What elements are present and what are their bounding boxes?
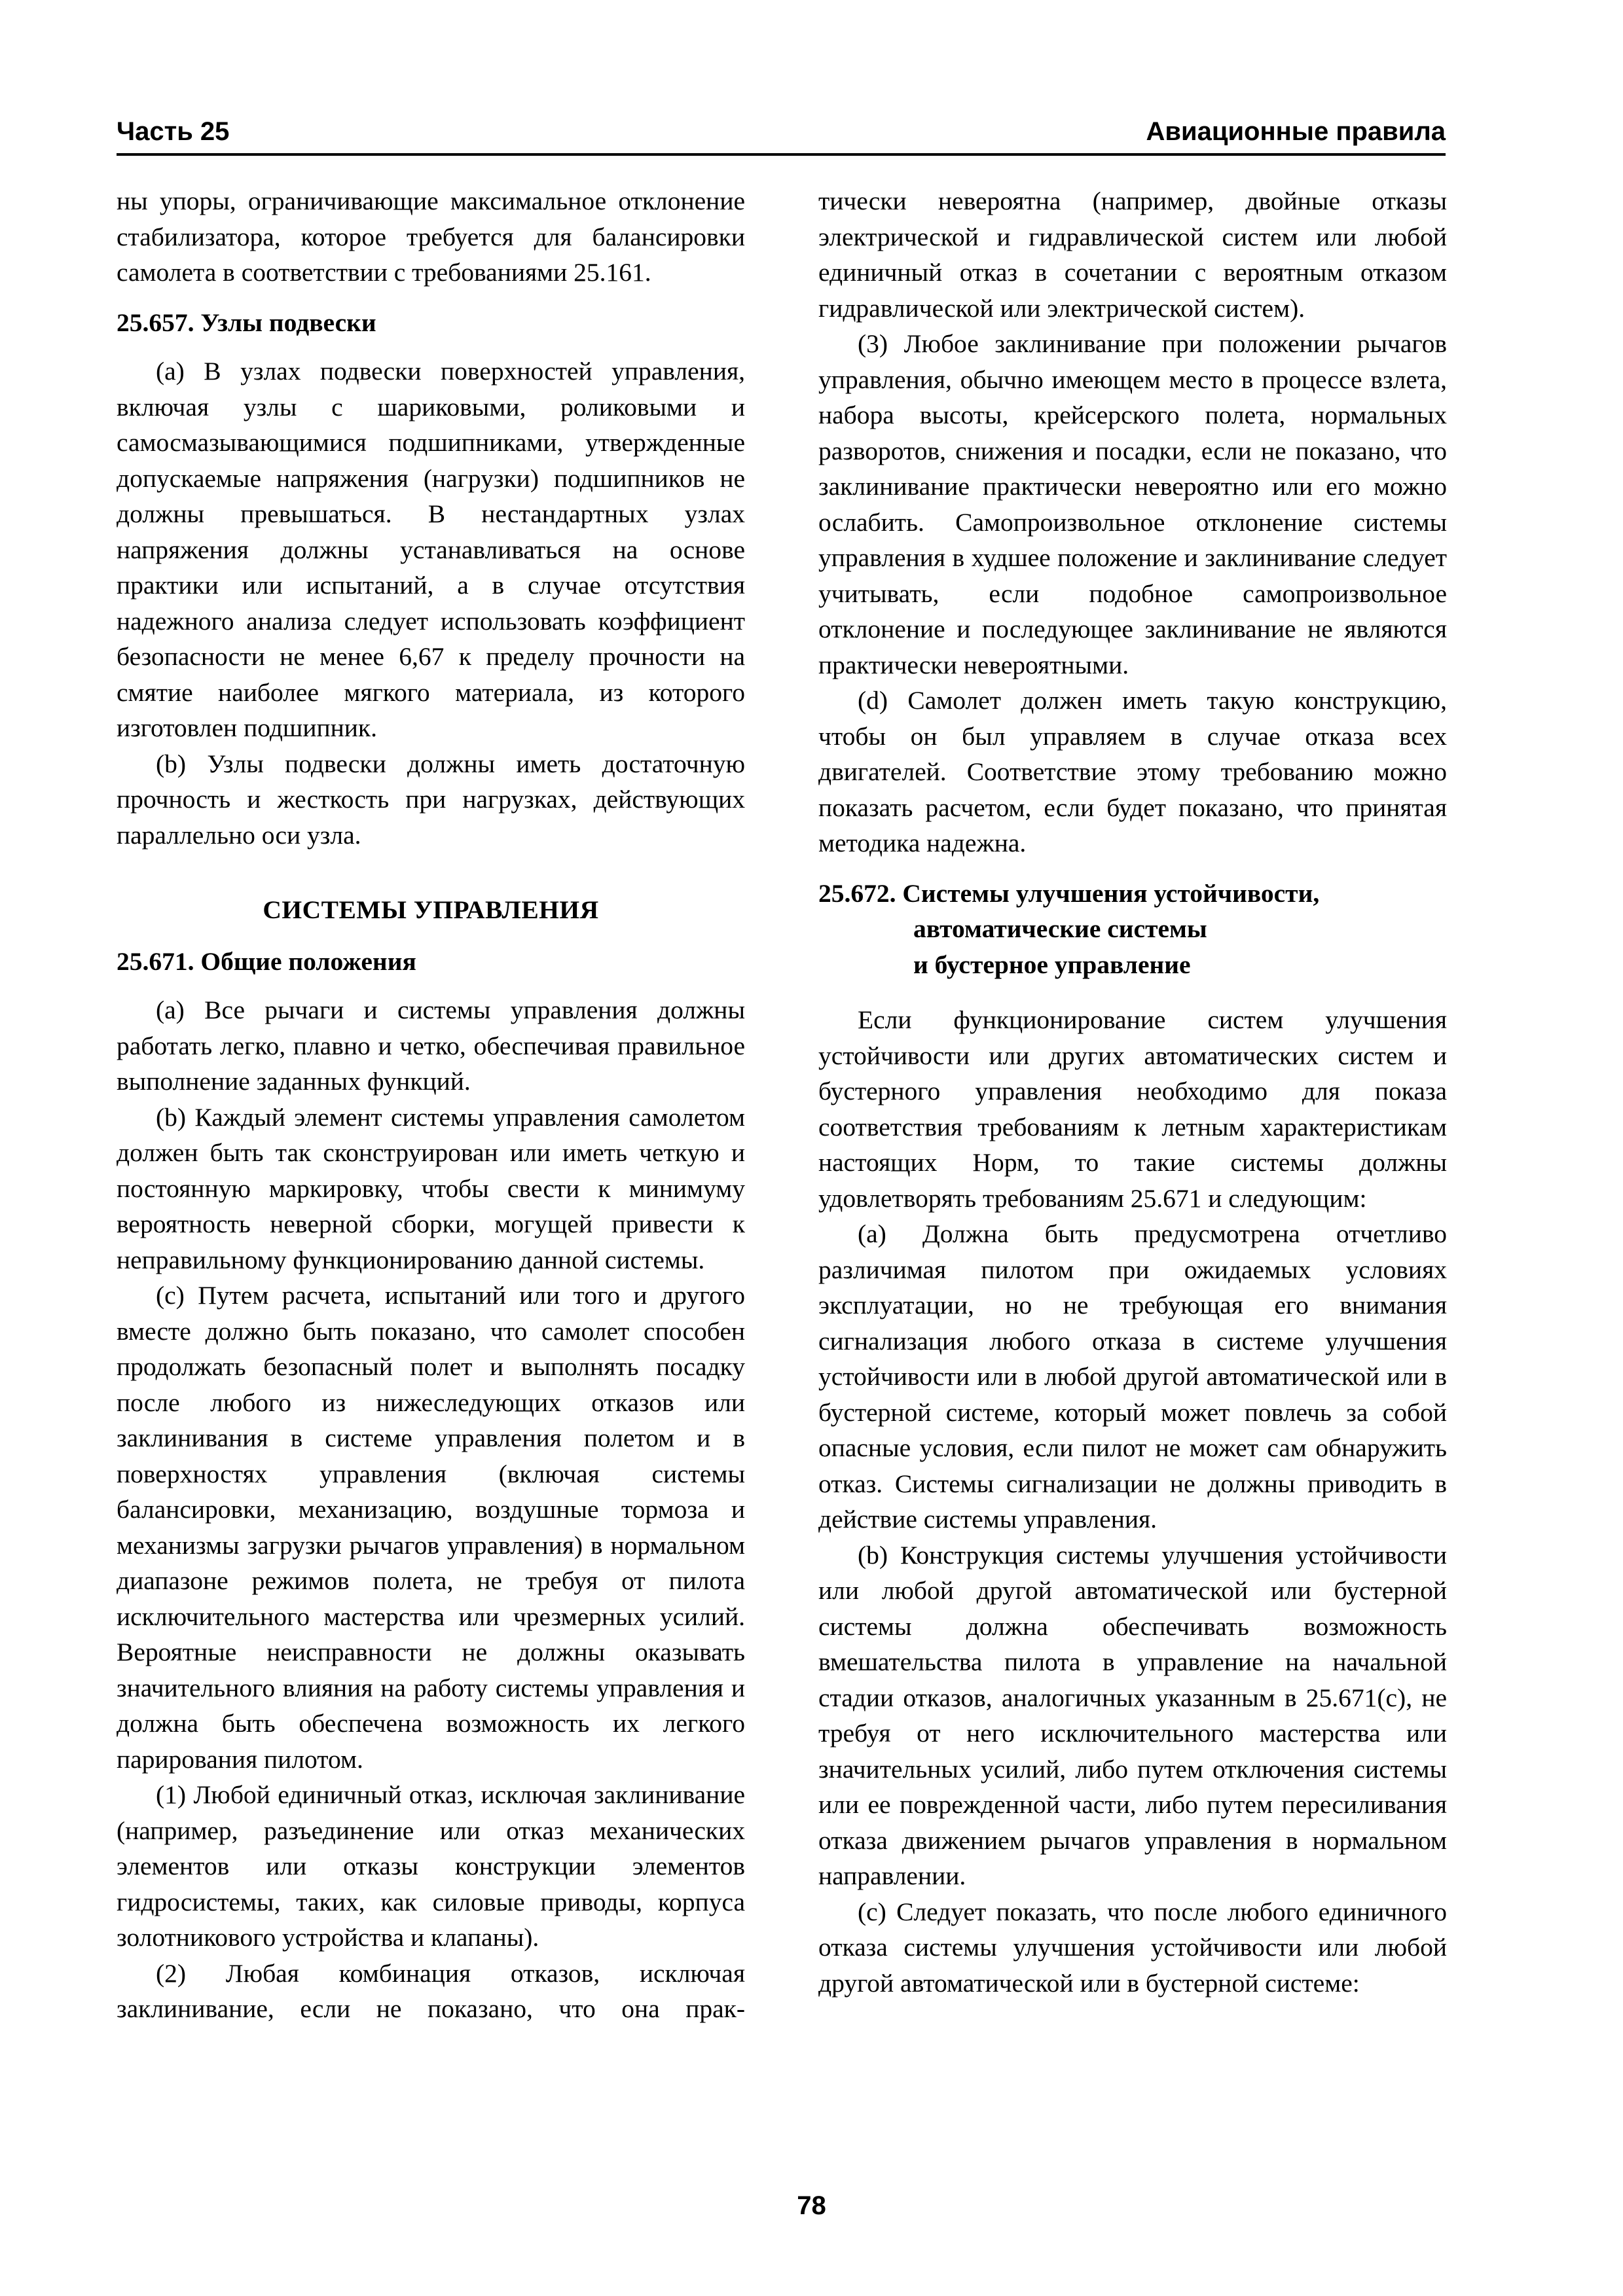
paragraph-671-d: (d) Самолет должен иметь такую конструкцию, чтобы он был управляем в случае отказа всех двигателей. Соответствие этому требованию можно показать расчетом, если будет показано, что принятая методика надежна.: [818, 686, 1447, 857]
paragraph-671-c3: (3) Любое заклинивание при положении рычагов управления, обычно имеющем место в процессе взлета, набора высоты, крейсерского полета, нормальных разворотов, снижения и посадки, если не показано, что заклинивание практически невероятно или его можно ослабить. Самопроизвольное отклонение системы управления в худшее положение и заклинивание следует учитывать, если подобное самопроизвольное отклонение и последующее заклинивание не являются практически невероятными.: [818, 329, 1447, 679]
paragraph-672-intro: Если функционирование систем улучшения устойчивости или других автоматических систем и бустерного управления необходимо для показа соответствия требованиям к летным характеристикам настоящих Норм, то такие системы должны удовлетворять требованиям 25.671 и следующим:: [818, 1005, 1447, 1213]
heading-25-672-line2: автоматические системы: [913, 914, 1207, 943]
paragraph-657-a: (а) В узлах подвески поверхностей управления, включая узлы с шариковыми, роликовыми и самосмазывающимися подшипниками, утвержденные допускаемые напряжения (нагрузки) подшипников не должны превышаться. В нестандартных узлах напряжения должны устанавливаться на основе практики или испытаний, а в случае отсутствия надежного анализа следует использовать коэффициент безопасности не менее 6,67 к пределу прочности на смятие наиболее мягкого материала, из которого изготовлен подшипник.: [117, 357, 745, 742]
page-number: 78: [797, 2191, 826, 2220]
paragraph-671-c1: (1) Любой единичный отказ, исключая заклинивание (например, разъединение или отказ механических элементов или отказы конструкции элементов гидросистемы, таких, как силовые приводы, корпуса золотникового устройства и клапаны).: [117, 1780, 745, 1952]
header-document-title: Авиационные правила: [1146, 117, 1446, 146]
paragraph-657-b: (b) Узлы подвески должны иметь достаточную прочность и жесткость при нагрузках, действующих параллельно оси узла.: [117, 749, 745, 850]
left-column: [117, 183, 745, 2027]
paragraph-671-a: (а) Все рычаги и системы управления должны работать легко, плавно и четко, обеспечивая правильное выполнение заданных функций.: [117, 996, 745, 1096]
paragraph-672-b: (b) Конструкция системы улучшения устойчивости или любой другой автоматической или бустерной системы должна обеспечивать возможность вмешательства пилота в управление на начальной стадии отказов, аналогичных указанным в 25.671(с), не требуя от него исключительного мастерства или значительных усилий, либо путем отключения системы или ее поврежденной части, либо путем пересиливания отказа движением рычагов управления в нормальном направлении.: [818, 1540, 1447, 1890]
right-column: [818, 183, 1447, 2001]
paragraph-671-b: (b) Каждый элемент системы управления самолетом должен быть так сконструирован или иметь четкую и постоянную маркировку, чтобы свести к минимуму вероятность неверной сборки, могущей привести к неправильному функционированию данной системы.: [117, 1102, 745, 1274]
paragraph-672-c: (с) Следует показать, что после любого единичного отказа системы улучшения устойчивости или любой другой автоматической или в бустерной системе:: [818, 1897, 1447, 1998]
heading-25-672: [818, 876, 1447, 983]
paragraph-672-a: (а) Должна быть предусмотрена отчетливо различимая пилотом при ожидаемых условиях эксплуатации, но не требующая его внимания сигнализация любого отказа в системе улучшения устойчивости или в любой другой автоматической или в бустерной системе, который может повлечь за собой опасные условия, если пилот не может сам обнаружить отказ. Системы сигнализации не должны приводить в действие системы управления.: [818, 1219, 1447, 1534]
heading-25-672-line1: 25.672. Системы улучшения устойчивости,: [818, 878, 1320, 908]
paragraph-671-c2-start: (2) Любая комбинация отказов, исключая заклинивание, если не показано, что она прак-: [117, 1958, 745, 2023]
section-title-control-systems: СИСТЕМЫ УПРАВЛЕНИЯ: [263, 895, 599, 924]
heading-25-672-line3: и бустерное управление: [913, 950, 1191, 979]
heading-25-671: 25.671. Общие положения: [117, 946, 416, 976]
heading-25-657: 25.657. Узлы подвески: [117, 308, 376, 337]
page-header: [117, 115, 1446, 156]
paragraph-671-c2-continued: тически невероятна (например, двойные отказы электрической и гидравлической систем или любой единичный отказ в сочетании с вероятным отказом гидравлической или электрической систем).: [818, 187, 1447, 323]
paragraph-671-c: (с) Путем расчета, испытаний или того и другого вместе должно быть показано, что самолет способен продолжать безопасный полет и выполнять посадку после любого из нижеследующих отказов или заклинивания в системе управления полетом и в поверхностях управления (включая системы балансировки, механизацию, воздушные тормоза и механизмы загрузки рычагов управления) в нормальном диапазоне режимов полета, не требуя от пилота исключительного мастерства или чрезмерных усилий. Вероятные неисправности не должны оказывать значительного влияния на работу системы управления и должна быть обеспечена возможность их легкого парирования пилотом.: [117, 1281, 745, 1774]
paragraph-stabilizer-stops: ны упоры, ограничивающие максимальное отклонение стабилизатора, которое требуется для балансировки самолета в соответствии с требованиями 25.161.: [117, 187, 745, 287]
header-part-label: Часть 25: [117, 117, 230, 146]
